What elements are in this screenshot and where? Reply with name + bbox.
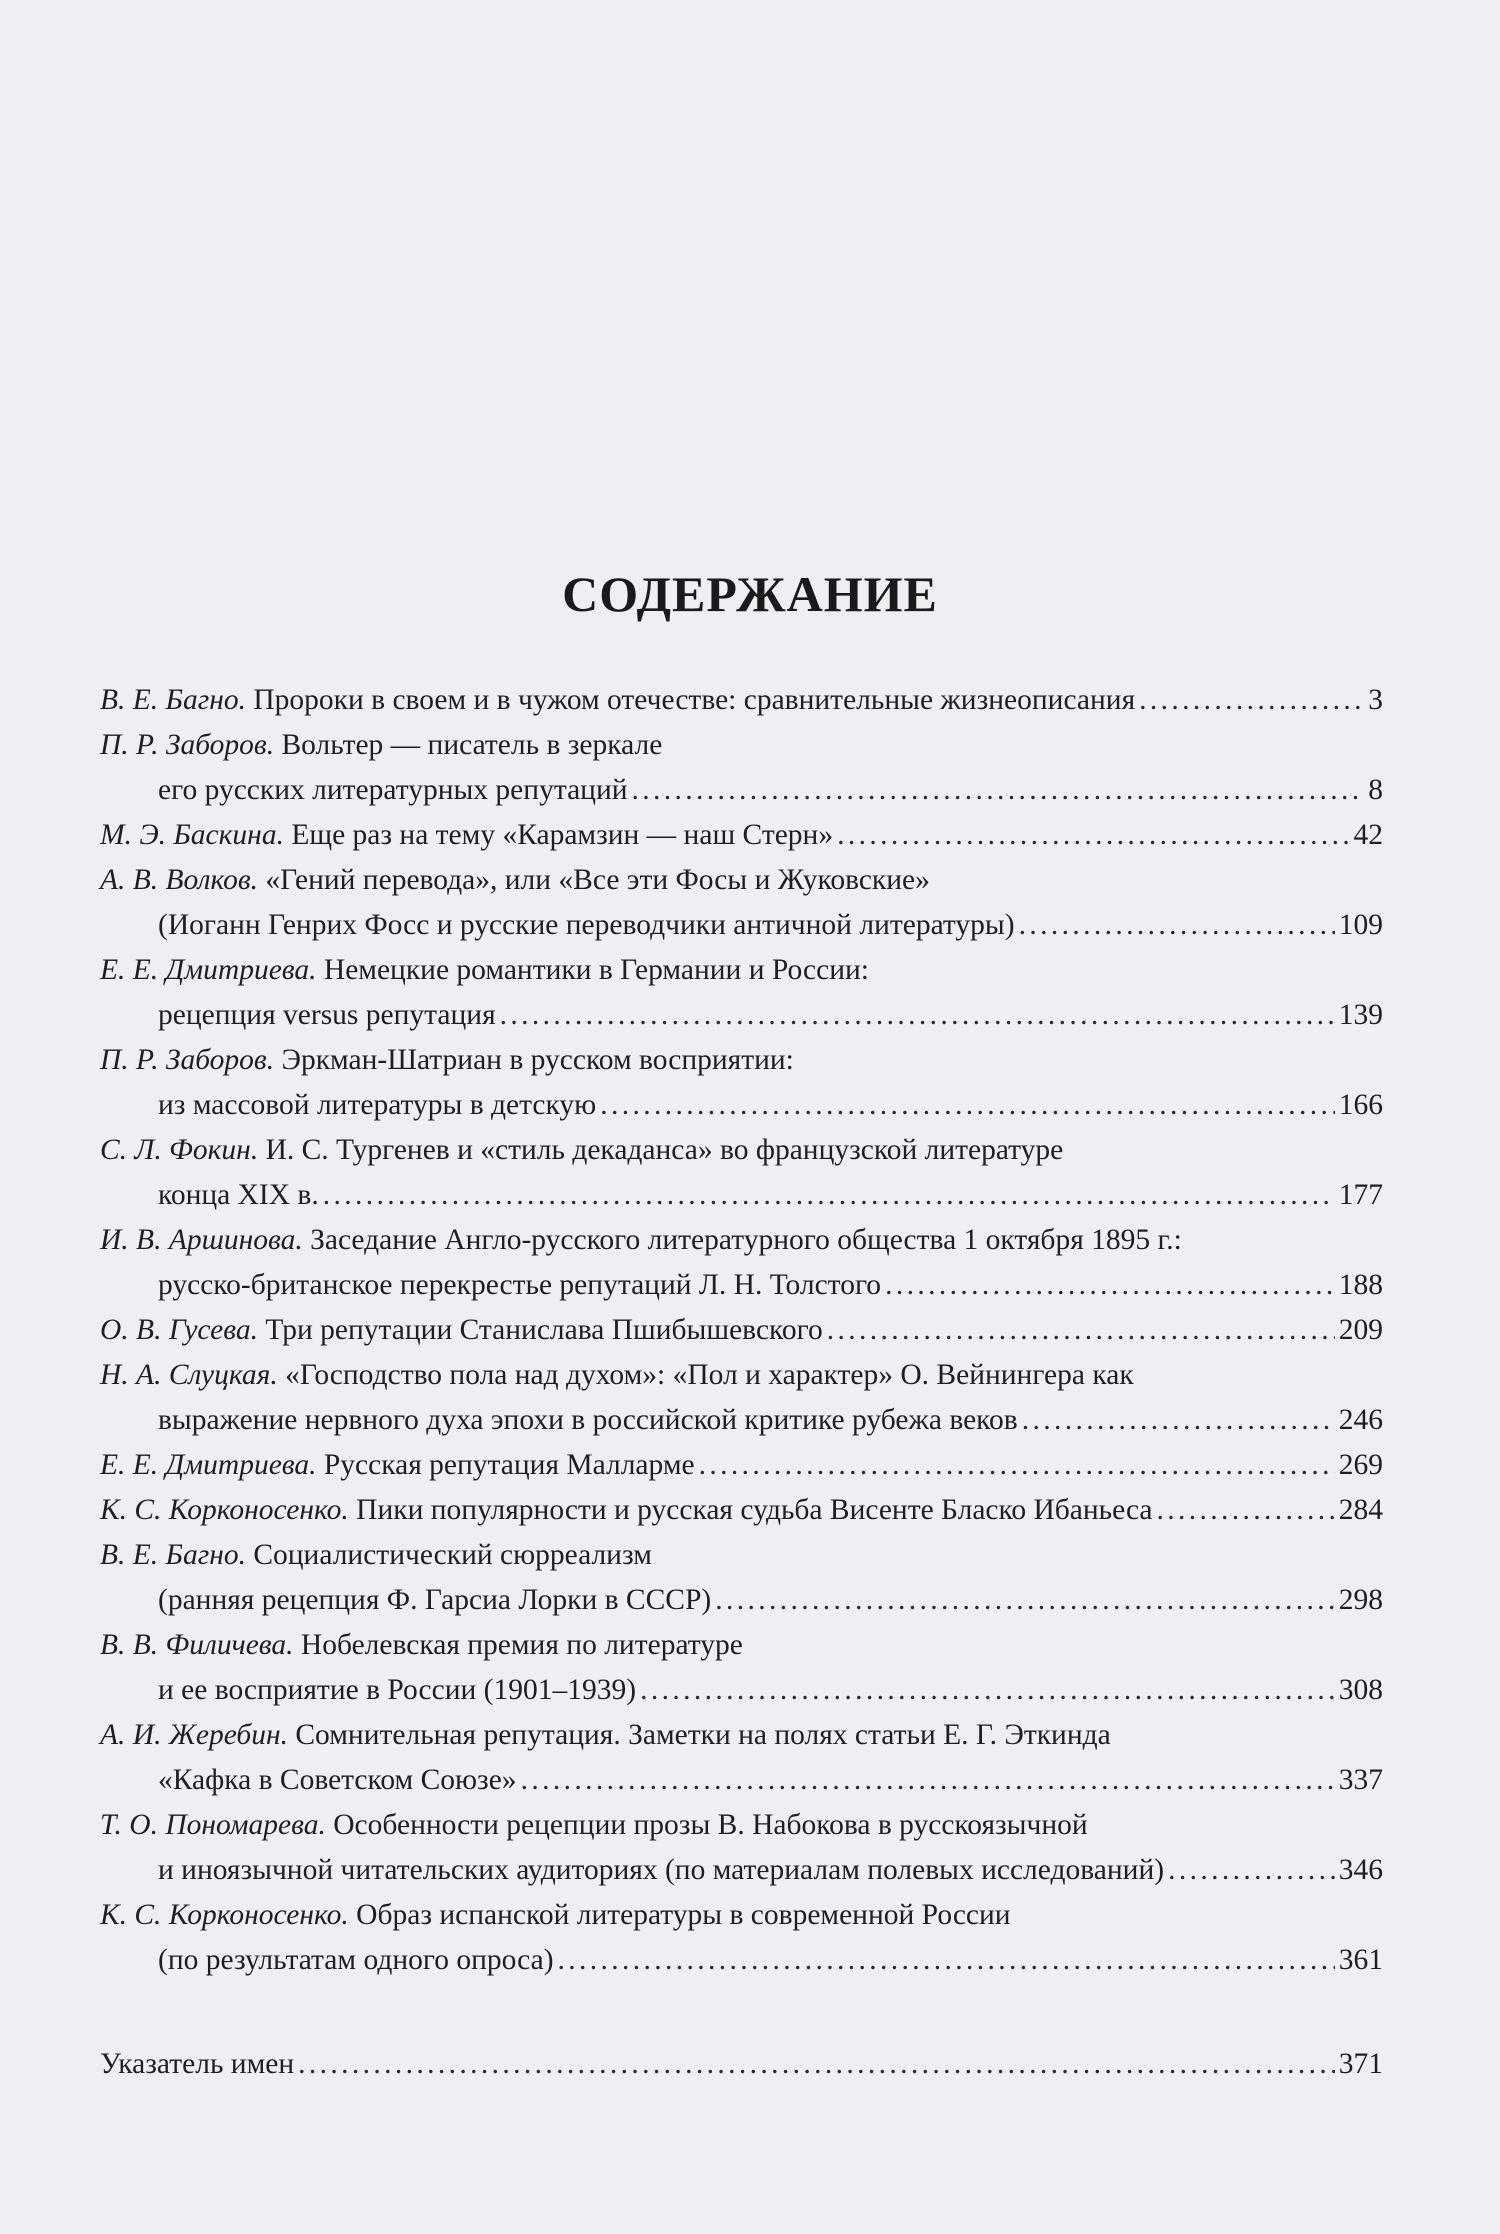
leader-dots [640,1668,1335,1713]
toc-title-text: Еще раз на тему «Карамзин — наш Стерн» [291,819,834,851]
toc-entry [100,1893,1383,1983]
toc-author: Е. Е. Дмитриева. [100,954,317,986]
toc-entry-first-line [100,1488,1383,1533]
toc-entry-first-line [100,1038,1383,1083]
toc-entry-continuation-line [100,1758,1383,1803]
toc-title-text: и иноязычной читательских аудиториях (по материалам полевых исследований) [158,1854,1165,1886]
toc-entry [100,813,1383,858]
toc-entry-continuation-line [100,903,1383,948]
toc-entry [100,1308,1383,1353]
toc-title-text: из массовой литературы в детскую [158,1089,597,1121]
table-of-contents [100,678,1383,1983]
toc-title-text: русско-британское перекрестье репутаций Л. Н. Толстого [158,1269,882,1301]
toc-author: П. Р. Заборов. [100,1044,275,1076]
leader-dots [298,2042,1335,2087]
leader-dots [715,1578,1335,1623]
toc-author: К. С. Корконосенко. [100,1899,349,1931]
toc-entry-first-line [100,1803,1383,1848]
toc-author: В. В. Филичева. [100,1629,294,1661]
toc-page-number: 42 [1353,819,1383,851]
toc-author: А. В. Волков. [100,864,259,896]
leader-dots [1019,903,1335,948]
leader-dots [837,813,1349,858]
toc-title-text: Вольтер — писатель в зеркале [281,729,663,761]
leader-dots [827,1308,1335,1353]
toc-title-text: И. С. Тургенев и «стиль декаданса» во французской литературе [265,1134,1064,1166]
toc-page-number: 3 [1368,684,1383,716]
toc-entry-first-line [100,1443,1383,1488]
leader-dots [1157,1488,1335,1533]
toc-title-text: выражение нервного духа эпохи в российской критике рубежа веков [158,1404,1018,1436]
toc-title-text: (по результатам одного опроса) [158,1944,554,1976]
toc-entry [100,1533,1383,1623]
toc-author: К. С. Корконосенко. [100,1494,349,1526]
toc-entry [100,1218,1383,1308]
toc-entry-first-line [100,678,1383,723]
leader-dots [323,1173,1335,1218]
toc-page-number: 166 [1338,1089,1383,1121]
leader-dots [632,768,1365,813]
toc-entry-continuation-line [100,1173,1383,1218]
toc-page-number: 337 [1338,1764,1383,1796]
toc-page-number: 109 [1338,909,1383,941]
toc-title-text: рецепция versus репутация [158,999,496,1031]
toc-title-text: Пики популярности и русская судьба Висенте Бласко Ибаньеса [356,1494,1153,1526]
leader-dots [521,1758,1335,1803]
toc-title-text: «Кафка в Советском Союзе» [158,1764,517,1796]
toc-page-number: 209 [1338,1314,1383,1346]
toc-entry-continuation-line [100,1668,1383,1713]
toc-entry-first-line [100,948,1383,993]
index-page-number: 371 [1338,2048,1383,2080]
toc-author: Е. Е. Дмитриева. [100,1449,317,1481]
toc-entry-first-line [100,1893,1383,1938]
leader-dots [1168,1848,1335,1893]
leader-dots [699,1443,1335,1488]
toc-title-text: Эркман-Шатриан в русском восприятии: [281,1044,794,1076]
toc-author: Т. О. Пономарева. [100,1809,326,1841]
leader-dots [500,993,1335,1038]
toc-title-text: Русская репутация Малларме [323,1449,695,1481]
toc-page-number: 269 [1338,1449,1383,1481]
toc-entry-first-line [100,813,1383,858]
toc-entry-continuation-line [100,1578,1383,1623]
toc-entry-first-line [100,1218,1383,1263]
toc-title-text: его русских литературных репутаций [158,774,628,806]
toc-title-text: Заседание Англо-русского литературного общества 1 октября 1895 г.: [310,1224,1182,1256]
toc-author: П. Р. Заборов. [100,729,275,761]
toc-entry [100,1803,1383,1893]
toc-entry-first-line [100,858,1383,903]
toc-title-text: Нобелевская премия по литературе [300,1629,743,1661]
toc-entry-continuation-line [100,1083,1383,1128]
toc-title-text: и ее восприятие в России (1901–1939) [158,1674,637,1706]
toc-title-text: «Господство пола над духом»: «Пол и характер» О. Вейнингера как [285,1359,1134,1391]
toc-author: А. И. Жеребин. [100,1719,288,1751]
toc-title-text: конца XIX в. [158,1179,319,1211]
toc-title-text: Пророки в своем и в чужом отечестве: сравнительные жизнеописания [253,684,1136,716]
toc-page-number: 284 [1338,1494,1383,1526]
toc-entry-continuation-line [100,1263,1383,1308]
toc-author: М. Э. Баскина. [100,819,284,851]
toc-entry [100,678,1383,723]
toc-entry [100,948,1383,1038]
toc-index-entry [100,2042,1383,2087]
toc-entry-continuation-line [100,1938,1383,1983]
toc-title-text: (Иоганн Генрих Фосс и русские переводчики античной литературы) [158,909,1015,941]
toc-entry-first-line [100,1533,1383,1578]
toc-entry-continuation-line [100,993,1383,1038]
toc-author: Н. А. Слуцкая. [100,1359,278,1391]
toc-entry-continuation-line [100,1398,1383,1443]
index-label: Указатель имен [100,2048,295,2080]
toc-entry [100,858,1383,948]
toc-page-number: 8 [1368,774,1383,806]
toc-title-text: «Гений перевода», или «Все эти Фосы и Жуковские» [265,864,930,896]
page-title: СОДЕРЖАНИЕ [562,566,938,622]
toc-entry [100,723,1383,813]
toc-entry-first-line [100,1308,1383,1353]
toc-entry-first-line [100,1713,1383,1758]
toc-entry [100,1128,1383,1218]
toc-entry [100,1443,1383,1488]
toc-entry [100,1353,1383,1443]
toc-entry-first-line [100,1128,1383,1173]
toc-entry [100,1038,1383,1128]
leader-dots [558,1938,1335,1983]
toc-page-number: 188 [1338,1269,1383,1301]
toc-title-text: Особенности рецепции прозы В. Набокова в русскоязычной [333,1809,1088,1841]
toc-entry-continuation-line [100,768,1383,813]
toc-title-text: Социалистический сюрреализм [253,1539,652,1571]
toc-title-text: Сомнительная репутация. Заметки на полях статьи Е. Г. Эткинда [295,1719,1111,1751]
toc-page-number: 139 [1338,999,1383,1031]
toc-title-text: (ранняя рецепция Ф. Гарсиа Лорки в СССР) [158,1584,712,1616]
toc-page-number: 246 [1338,1404,1383,1436]
toc-entry-first-line [100,1353,1383,1398]
toc-page-number: 308 [1338,1674,1383,1706]
toc-page-number: 361 [1338,1944,1383,1976]
toc-title-text: Образ испанской литературы в современной России [356,1899,1011,1931]
toc-entry [100,1713,1383,1803]
toc-page-number: 177 [1338,1179,1383,1211]
leader-dots [885,1263,1335,1308]
toc-entry [100,1623,1383,1713]
leader-dots [600,1083,1335,1128]
toc-entry-continuation-line [100,1848,1383,1893]
toc-author: И. В. Аршинова. [100,1224,303,1256]
leader-dots [1139,678,1364,723]
leader-dots [1022,1398,1335,1443]
toc-title-text: Три репутации Станислава Пшибышевского [265,1314,823,1346]
toc-entry-first-line [100,723,1383,768]
toc-author: О. В. Гусева. [100,1314,258,1346]
toc-page-number: 346 [1338,1854,1383,1886]
toc-title-text: Немецкие романтики в Германии и России: [323,954,869,986]
toc-author: В. Е. Багно. [100,684,246,716]
toc-entry-first-line [100,1623,1383,1668]
toc-page-number: 298 [1338,1584,1383,1616]
toc-author: С. Л. Фокин. [100,1134,259,1166]
toc-author: В. Е. Багно. [100,1539,246,1571]
toc-entry [100,1488,1383,1533]
